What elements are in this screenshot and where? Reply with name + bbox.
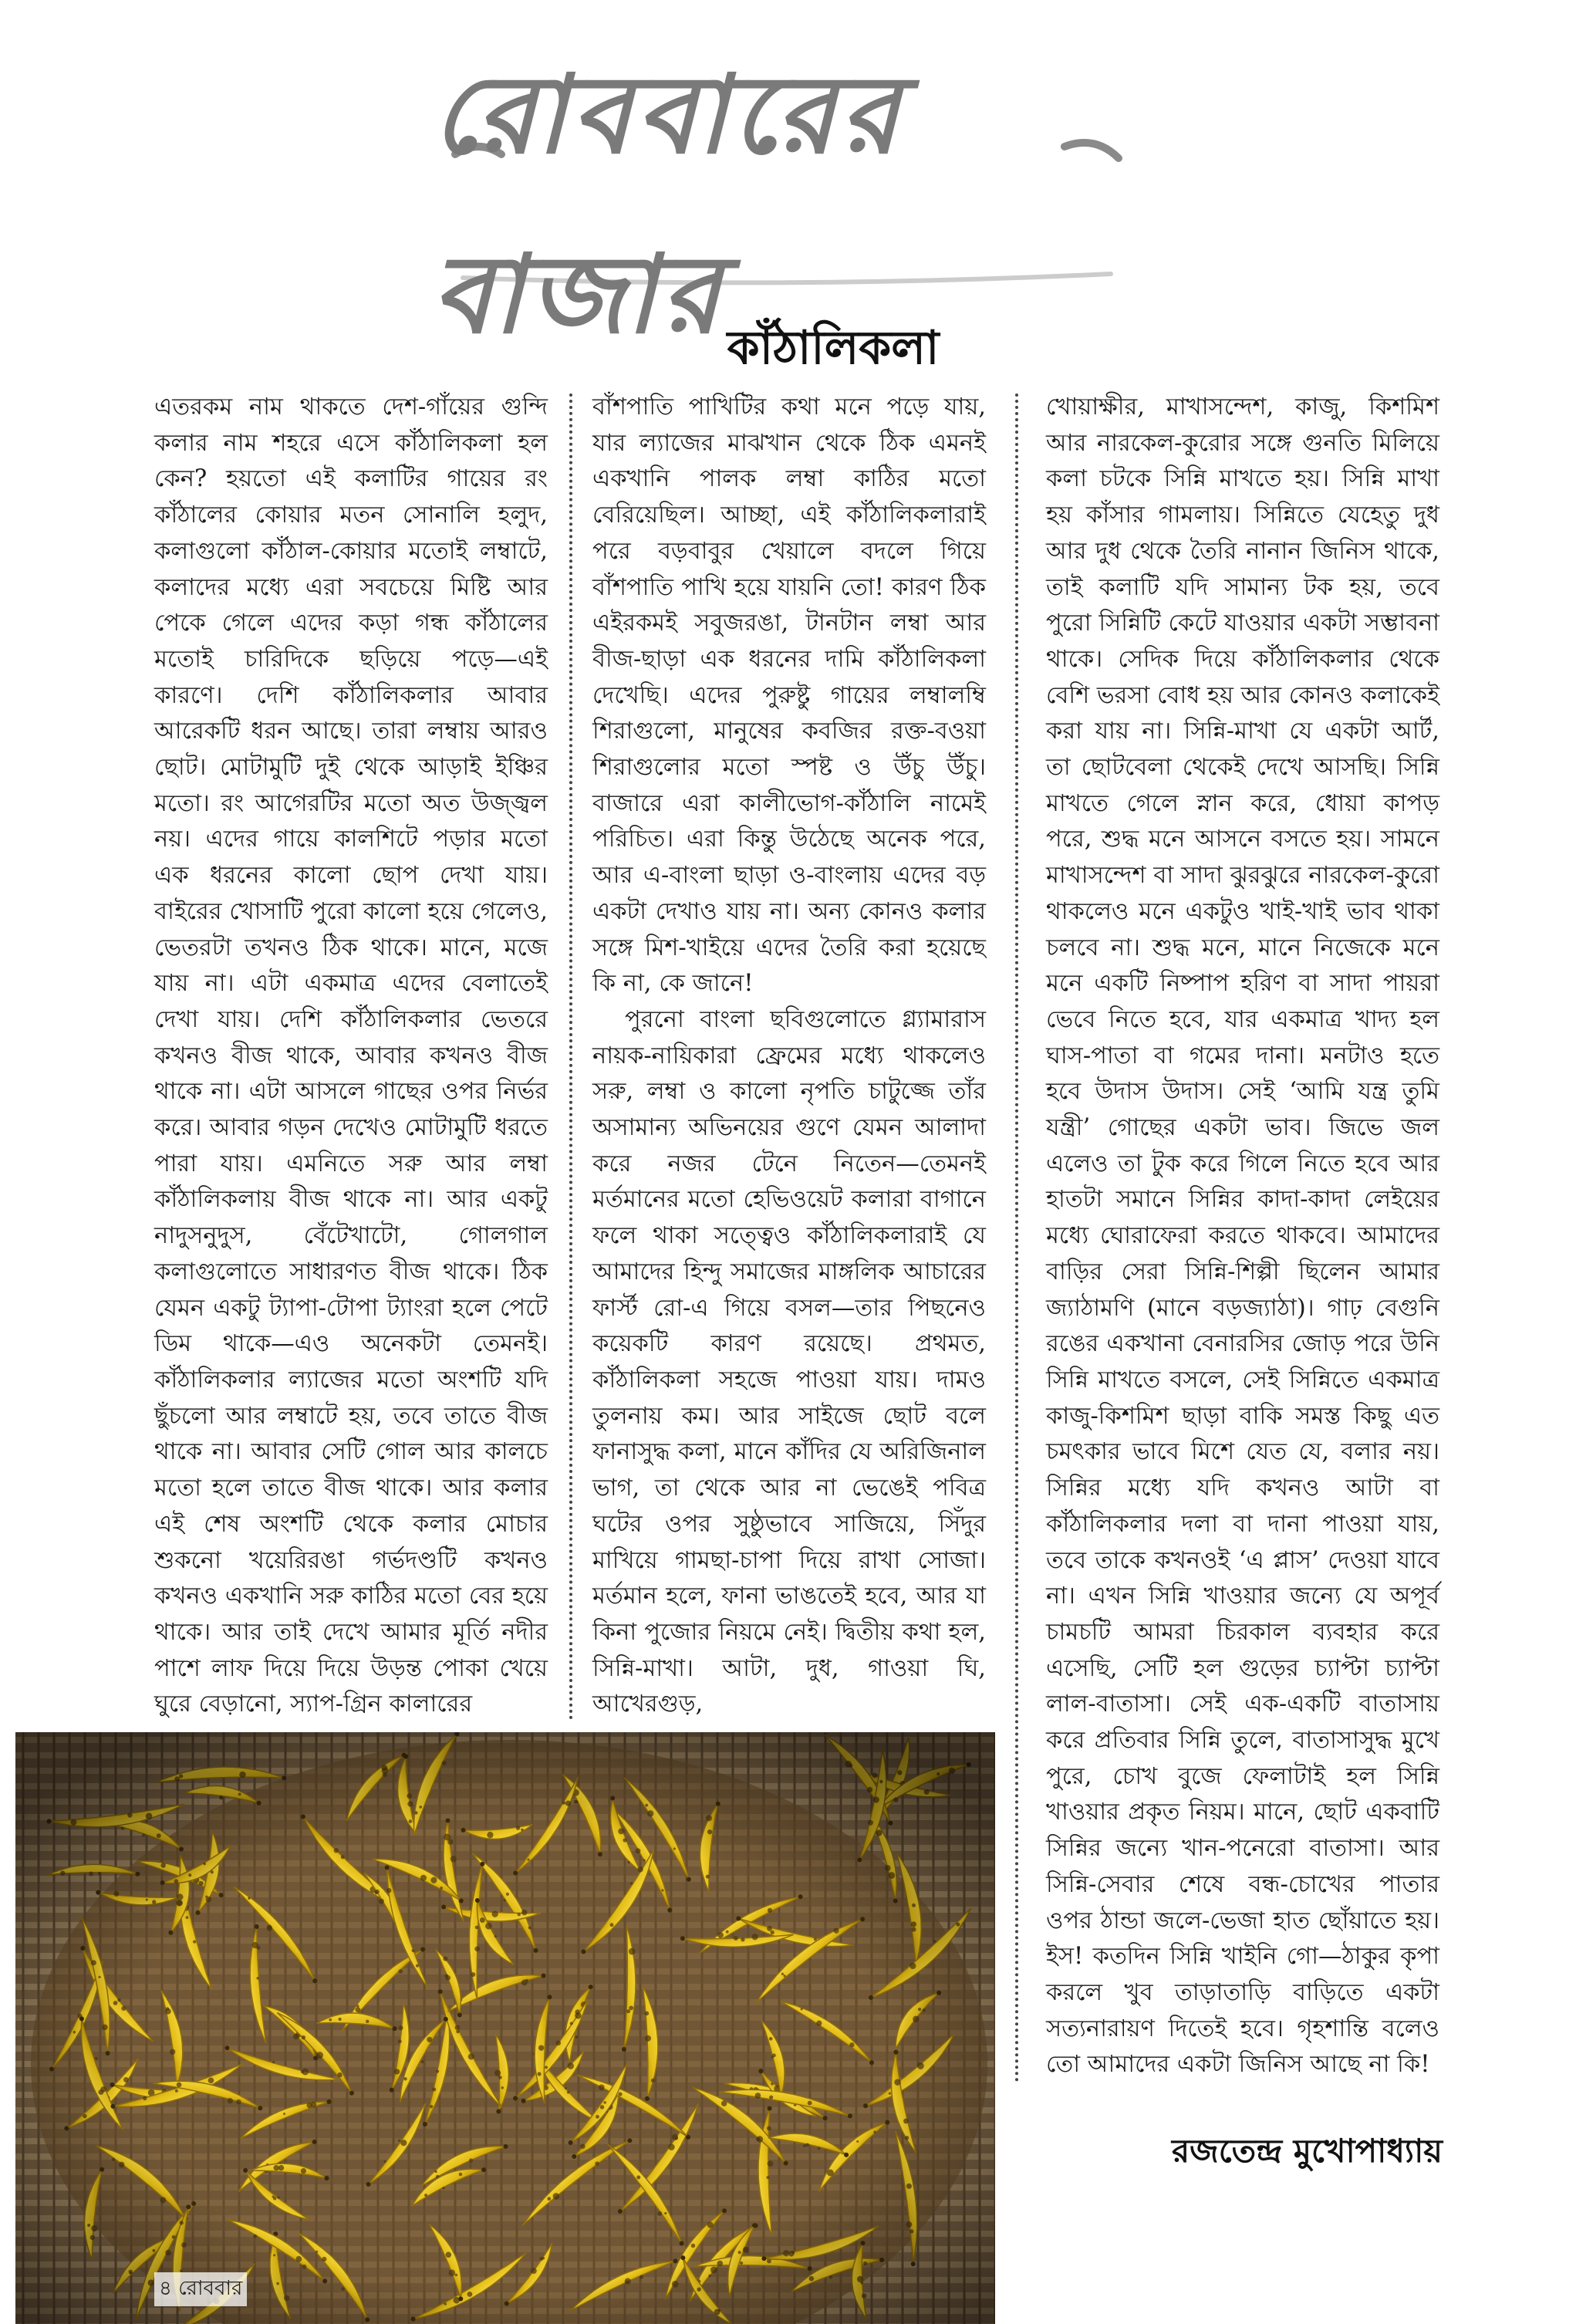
author-byline: রজতেন্দ্র মুখোপাধ্যায় (1172, 2132, 1443, 2170)
paragraph: এতরকম নাম থাকতে দেশ-গাঁয়ের গুন্দি কলার নাম শহরে এসে কাঁঠালিকলা হল কেন? হয়তো এই কলাটির গায়ের রং কাঁঠালের কোয়ার মতন সোনালি হলুদ, কলাগুলো কাঁঠাল-কোয়ার মতোই লম্বাটে, কলাদের মধ্যে এরা সবচেয়ে মিষ্টি আর পেকে গেলে এদের কড়া গন্ধ কাঁঠালের মতোই চারিদিকে ছড়িয়ে পড়ে—এই কারণে। দেশি কাঁঠালিকলার আবার আরেকটি ধরন আছে। তারা লম্বায় আরও ছোট। মোটামুটি দুই থেকে আড়াই ইঞ্চির মতো। রং আগেরটির মতো অত উজ্জ্বল নয়। এদের গায়ে কালশিটে পড়ার মতো এক ধরনের কালো ছোপ দেখা যায়। বাইরের খোসাটি পুরো কালো হয়ে গেলেও, ভেতরটা তখনও ঠিক থাকে। মানে, মজে যায় না। এটা একমাত্র এদের বেলাতেই দেখা যায়। দেশি কাঁঠালিকলার ভেতরে কখনও বীজ থাকে, আবার কখনও বীজ থাকে না। এটা আসলে গাছের ওপর নির্ভর করে। আবার গড়ন দেখেও মোটামুটি ধরতে পারা যায়। এমনিতে সরু আর লম্বা কাঁঠালিকলায় বীজ থাকে না। আর একটু নাদুসনুদুস, বেঁটেখাটো, গোলগাল কলাগুলোতে সাধারণত বীজ থাকে। ঠিক যেমন একটু ট্যাপা-টোপা ট্যাংরা হলে পেটে ডিম থাকে—এও অনেকটা তেমনই। কাঁঠালিকলার ল্যাজের মতো অংশটি যদি ছুঁচলো আর লম্বাটে হয়, তবে তাতে বীজ থাকে না। আবার সেটি গোল আর কালচে মতো হলে তাতে বীজ থাকে। আর কলার এই শেষ অংশটি থেকে কলার মোচার শুকনো খয়েরিরঙা গর্ভদণ্ডটি কখনও কখনও একখানি সরু কাঠির মতো বের হয়ে থাকে। আর তাই দেখে আমার মূর্তি নদীর পাশে লাফ দিয়ে দিয়ে উড়ন্ত পোকা খেয়ে ঘুরে বেড়ানো, স্যাপ-গ্রিন কালারের (154, 394, 548, 1718)
article-title: কাঁঠালিকলা (727, 321, 940, 375)
page-folio: ৪ রোববার (154, 2272, 247, 2306)
article-column-3 (1046, 390, 1439, 2083)
column-divider (1015, 394, 1018, 2083)
paragraph: পুরনো বাংলা ছবিগুলোতে গ্ল্যামারাস নায়ক-নায়িকারা ফ্রেমের মধ্যে থাকলেও সরু, লম্বা ও কালো নৃপতি চাটুজ্জে তাঁর অসামান্য অভিনয়ের গুণে যেমন আলাদা করে নজর টেনে নিতেন—তেমনই মর্তমানের মতো হেভিওয়েট কলারা বাগানে ফলে থাকা সত্ত্বেও কাঁঠালিকলারাই যে আমাদের হিন্দু সমাজের মাঙ্গলিক আচারের ফার্স্ট রো-এ গিয়ে বসল—তার পিছনেও কয়েকটি কারণ রয়েছে। প্রথমত, কাঁঠালিকলা সহজে পাওয়া যায়। দামও তুলনায় কম। আর সাইজে ছোট বলে ফানাসুদ্ধ কলা, মানে কাঁদির যে অরিজিনাল ভাগ, তা থেকে আর না ভেঙেই পবিত্র ঘটের ওপর সুষ্ঠুভাবে সাজিয়ে, সিঁদুর মাখিয়ে গামছা-চাপা দিয়ে রাখা সোজা। মর্তমান হলে, ফানা ভাঙতেই হবে, আর যা কিনা পুজোর নিয়মে নেই। দ্বিতীয় কথা হল, সিন্নি-মাখা। আটা, দুধ, গাওয়া ঘি, আখেরগুড়, (592, 1005, 986, 1718)
paragraph: বাঁশপাতি পাখিটির কথা মনে পড়ে যায়, যার ল্যাজের মাঝখান থেকে ঠিক এমনই একখানি পালক লম্বা কাঠির মতো বেরিয়েছিল। আচ্ছা, এই কাঁঠালিকলারাই পরে বড়বাবুর খেয়ালে বদলে গিয়ে বাঁশপাতি পাখি হয়ে যায়নি তো! কারণ ঠিক এইরকমই সবুজরঙা, টানটান লম্বা আর বীজ-ছাড়া এক ধরনের দামি কাঁঠালিকলা দেখেছি। এদের পুরুষ্টু গায়ের লম্বালম্বি শিরাগুলো, মানুষের কবজির রক্ত-বওয়া শিরাগুলোর মতো স্পষ্ট ও উঁচু উঁচু। বাজারে এরা কালীভোগ-কাঁঠালি নামেই পরিচিত। এরা কিন্তু উঠেছে অনেক পরে, আর এ-বাংলা ছাড়া ও-বাংলায় এদের বড় একটা দেখাও যায় না। অন্য কোনও কলার সঙ্গে মিশ-খাইয়ে এদের তৈরি করা হয়েছে কি না, কে জানে! (592, 394, 986, 998)
article-column-2 (592, 390, 986, 1723)
banana-basket-photo (15, 1732, 995, 2324)
masthead-title: রোববারের বাজার (432, 52, 904, 358)
paragraph: খোয়াক্ষীর, মাখাসন্দেশ, কাজু, কিশমিশ আর নারকেল-কুরোর সঙ্গে গুনতি মিলিয়ে কলা চটকে সিন্নি মাখতে হয়। সিন্নি মাখা হয় কাঁসার গামলায়। সিন্নিতে যেহেতু দুধ আর দুধ থেকে তৈরি নানান জিনিস থাকে, তাই কলাটি যদি সামান্য টক হয়, তবে পুরো সিন্নিটি কেটে যাওয়ার একটা সম্ভাবনা থাকে। সেদিক দিয়ে কাঁঠালিকলার থেকে বেশি ভরসা বোধ হয় আর কোনও কলাকেই করা যায় না। সিন্নি-মাখা যে একটা আর্ট, তা ছোটবেলা থেকেই দেখে আসছি। সিন্নি মাখতে গেলে স্নান করে, ধোয়া কাপড় পরে, শুদ্ধ মনে আসনে বসতে হয়। সামনে মাখাসন্দেশ বা সাদা ঝুরঝুরে নারকেল-কুরো থাকলেও মনে একটুও খাই-খাই ভাব থাকা চলবে না। শুদ্ধ মনে, মানে নিজেকে মনে মনে একটি নিষ্পাপ হরিণ বা সাদা পায়রা ভেবে নিতে হবে, যার একমাত্র খাদ্য হল ঘাস-পাতা বা গমের দানা। মনটাও হতে হবে উদাস উদাস। সেই ‘আমি যন্ত্র তুমি যন্ত্রী’ গোছের একটা ভাব। জিভে জল এলেও তা টুক করে গিলে নিতে হবে আর হাতটা সমানে সিন্নির কাদা-কাদা লেইয়ের মধ্যে ঘোরাফেরা করতে থাকবে। আমাদের বাড়ির সেরা সিন্নি-শিল্পী ছিলেন আমার জ্যাঠামণি (মানে বড়জ্যাঠা)। গাঢ় বেগুনি রঙের একখানা বেনারসির জোড় পরে উনি সিন্নি মাখতে বসলে, সেই সিন্নিতে একমাত্র কাজু-কিশমিশ ছাড়া বাকি সমস্ত কিছু এত চমৎকার ভাবে মিশে যেত যে, বলার নয়। সিন্নির মধ্যে যদি কখনও আটা বা কাঁঠালিকলার দলা বা দানা পাওয়া যায়, তবে তাকে কখনওই ‘এ প্লাস’ দেওয়া যাবে না। এখন সিন্নি খাওয়ার জন্যে যে অপূর্ব চামচটি আমরা চিরকাল ব্যবহার করে এসেছি, সেটি হল গুড়ের চ্যাপ্টা চ্যাপ্টা লাল-বাতাসা। সেই এক-একটি বাতাসায় করে প্রতিবার সিন্নি তুলে, বাতাসাসুদ্ধ মুখে পুরে, চোখ বুজে ফেলাটাই হল সিন্নি খাওয়ার প্রকৃত নিয়ম। মানে, ছোট একবাটি সিন্নির জন্যে খান-পনেরো বাতাসা। আর সিন্নি-সেবার শেষে বন্ধ-চোখের পাতার ওপর ঠান্ডা জলে-ভেজা হাত ছোঁয়াতে হয়। ইস! কতদিন সিন্নি খাইনি গো—ঠাকুর কৃপা করলে খুব তাড়াতাড়ি বাড়িতে একটা সত্যনারায়ণ দিতেই হবে। গৃহশান্তি বলেও তো আমাদের একটা জিনিস আছে না কি! (1046, 394, 1439, 2079)
banana-illustration (15, 1732, 995, 2324)
column-divider (569, 394, 572, 1721)
article-column-1 (154, 390, 548, 1723)
